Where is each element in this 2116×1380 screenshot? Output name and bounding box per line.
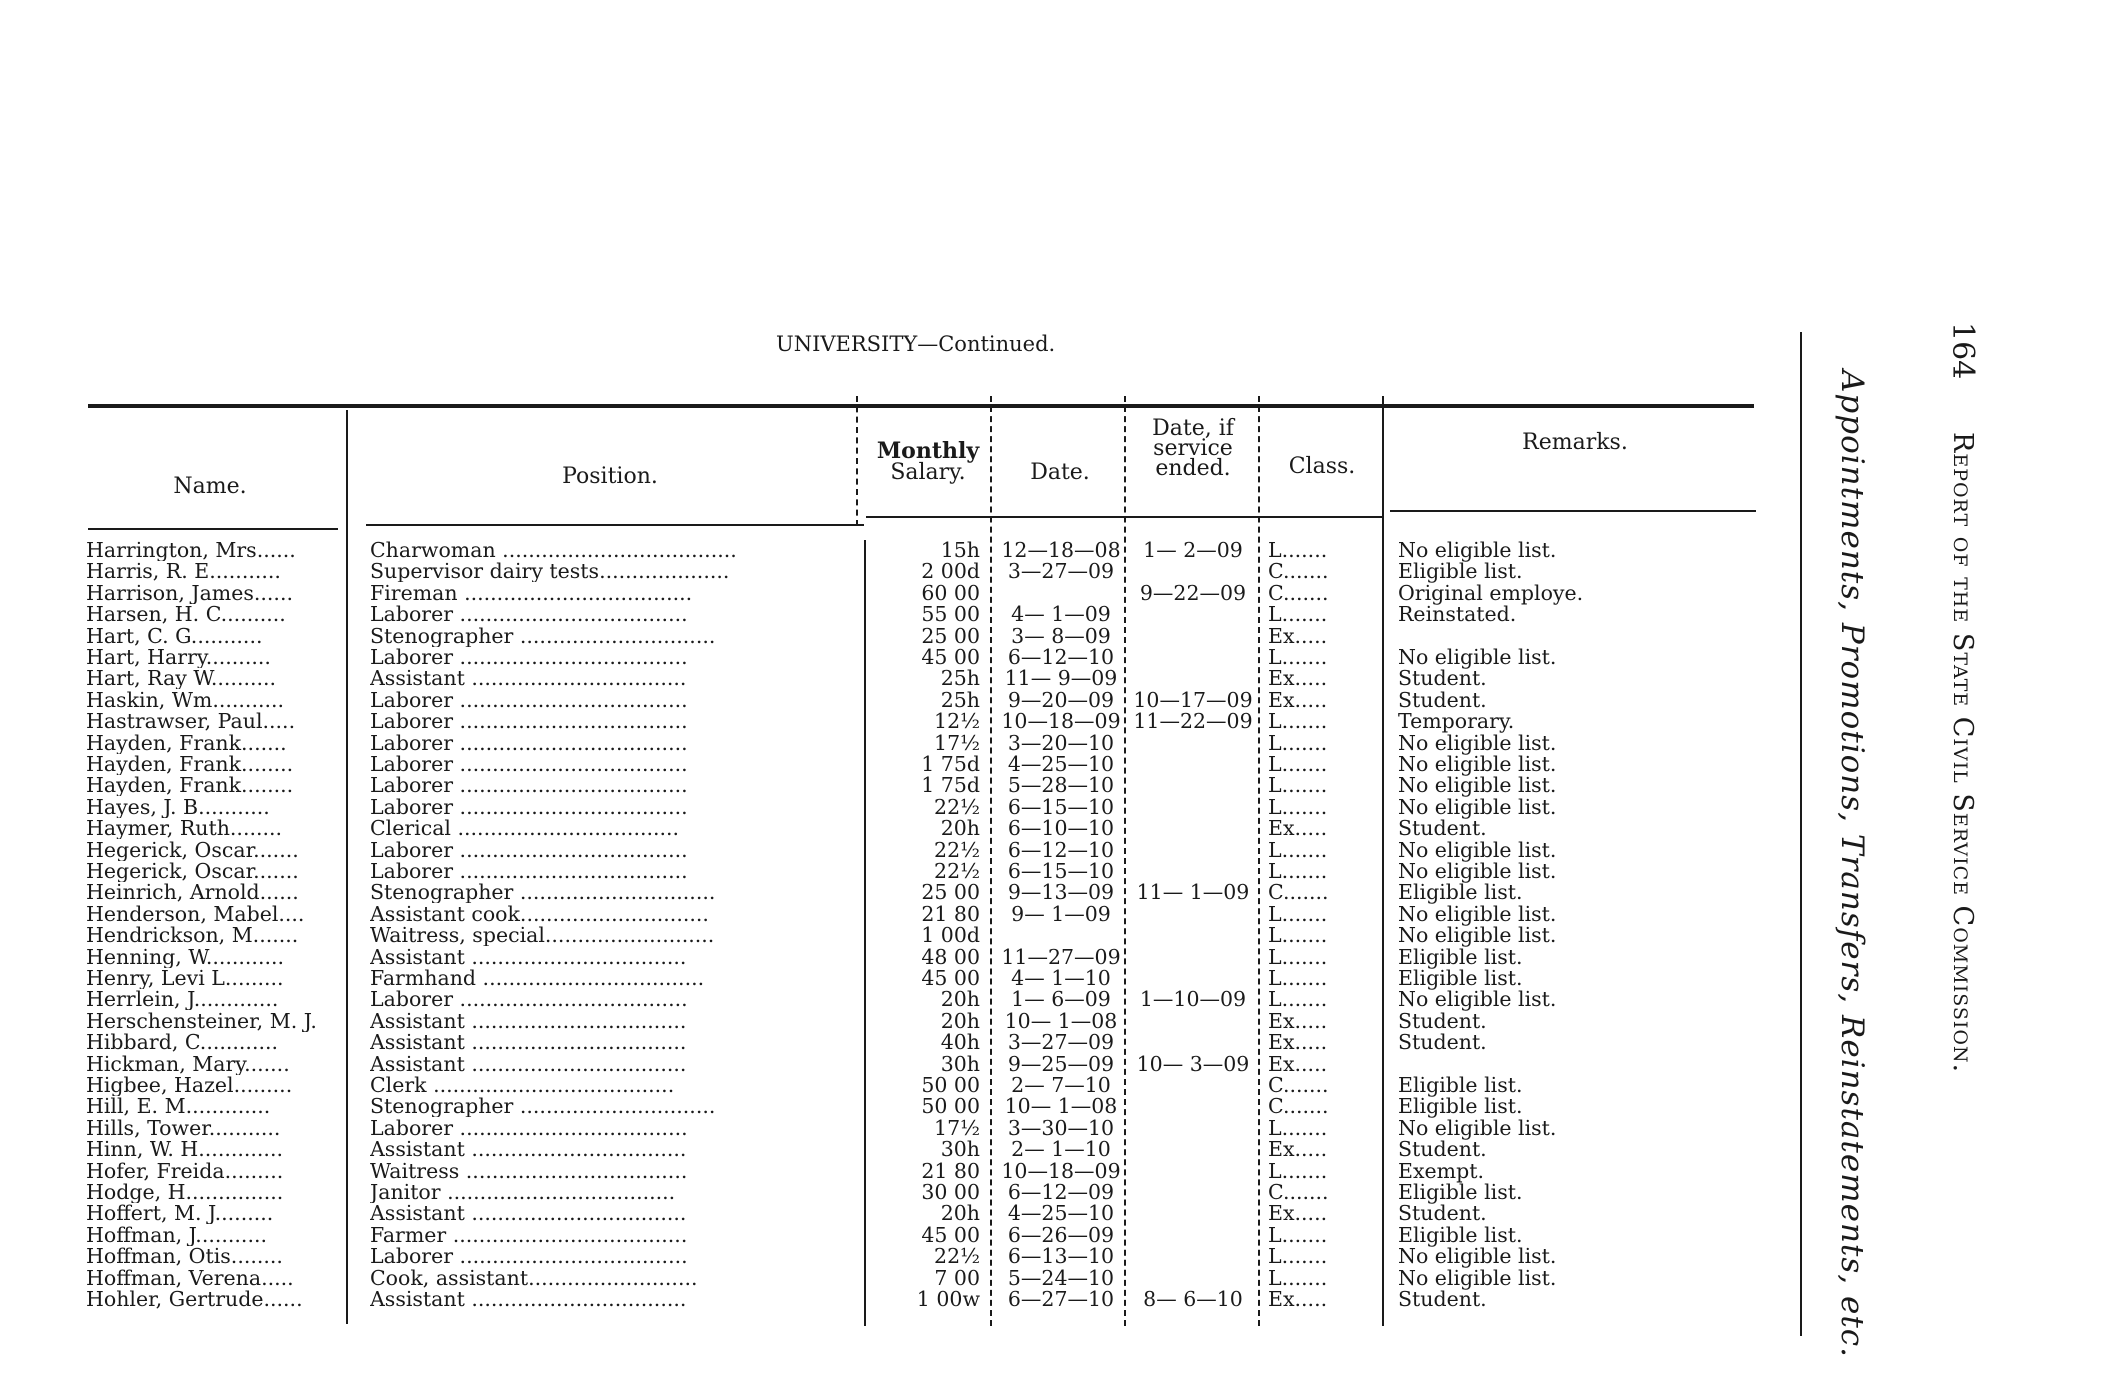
row-remarks: No eligible list. bbox=[1398, 837, 1557, 862]
row-remarks: Student. bbox=[1398, 1008, 1487, 1033]
row-date: 3—20—10 bbox=[1007, 730, 1115, 755]
row-name: Hart, Ray W.......... bbox=[86, 668, 277, 690]
table-row bbox=[0, 687, 2116, 712]
row-date: 3—30—10 bbox=[1007, 1115, 1115, 1140]
row-salary: 48 00 bbox=[921, 944, 980, 969]
row-remarks: No eligible list. bbox=[1398, 645, 1557, 669]
row-class: L....... bbox=[1268, 604, 1328, 626]
row-remarks: No eligible list. bbox=[1398, 730, 1557, 755]
row-salary: 12½ bbox=[934, 709, 980, 734]
row-salary: 15h bbox=[940, 538, 980, 562]
row-remarks: Student. bbox=[1398, 816, 1487, 841]
table-top-rule bbox=[88, 404, 1754, 408]
header-underline-name bbox=[88, 528, 338, 530]
row-salary: 20h bbox=[940, 1201, 980, 1226]
row-date: 5—24—10 bbox=[1007, 1265, 1115, 1290]
row-class: Ex..... bbox=[1268, 1289, 1328, 1310]
row-class: C....... bbox=[1268, 582, 1329, 604]
row-position: Waitress .................................. bbox=[370, 1160, 688, 1182]
table-row bbox=[0, 1139, 2116, 1160]
row-position: Laborer ................................... bbox=[370, 711, 688, 733]
table-row bbox=[0, 775, 2116, 796]
table-row bbox=[0, 1158, 2116, 1183]
row-remarks: Student. bbox=[1398, 1137, 1487, 1162]
table-row bbox=[0, 604, 2116, 625]
row-name: Harris, R. E........... bbox=[86, 561, 281, 583]
row-salary: 1 00w bbox=[916, 1287, 980, 1311]
row-class: L....... bbox=[1268, 946, 1328, 968]
row-ended: 8— 6—10 bbox=[1143, 1287, 1243, 1311]
table-row bbox=[0, 944, 2116, 969]
row-name: Hayden, Frank........ bbox=[86, 775, 294, 797]
row-name: Henry, Levi L......... bbox=[86, 968, 284, 989]
row-position: Assistant ................................. bbox=[370, 1289, 687, 1310]
row-date: 6—27—10 bbox=[1007, 1287, 1115, 1311]
row-class: Ex..... bbox=[1268, 1010, 1328, 1032]
row-class: Ex..... bbox=[1268, 818, 1328, 840]
row-name: Henderson, Mabel.... bbox=[86, 903, 305, 925]
header-ended-2: service bbox=[1153, 436, 1233, 461]
table-row bbox=[0, 1203, 2116, 1224]
row-remarks: Eligible list. bbox=[1398, 1222, 1523, 1247]
row-remarks: Student. bbox=[1398, 687, 1487, 712]
col-sep-position bbox=[856, 396, 858, 526]
row-name: Hayes, J. B........... bbox=[86, 796, 270, 818]
row-name: Herschensteiner, M. J. bbox=[86, 1010, 317, 1032]
table-row bbox=[0, 837, 2116, 862]
row-remarks: No eligible list. bbox=[1398, 1115, 1557, 1140]
row-salary: 1 00d bbox=[921, 923, 980, 948]
row-class: L....... bbox=[1268, 839, 1328, 861]
row-remarks: Eligible list. bbox=[1398, 966, 1523, 990]
table-row bbox=[0, 730, 2116, 755]
header-underline-position bbox=[366, 524, 864, 526]
row-salary: 45 00 bbox=[921, 1222, 980, 1247]
row-class: L....... bbox=[1268, 1224, 1328, 1246]
row-class: L....... bbox=[1268, 711, 1328, 733]
row-class: C....... bbox=[1268, 1096, 1329, 1118]
row-position: Clerk ..................................... bbox=[370, 1075, 675, 1096]
row-name: Harrison, James...... bbox=[86, 582, 293, 604]
row-remarks: Student. bbox=[1398, 666, 1487, 691]
row-name: Hoffman, Verena..... bbox=[86, 1267, 294, 1289]
row-ended: 11— 1—09 bbox=[1136, 880, 1250, 905]
page-number: 164 bbox=[1945, 322, 1980, 380]
row-date: 6—12—10 bbox=[1007, 837, 1115, 862]
header-underline-mid bbox=[866, 516, 1382, 518]
row-position: Charwoman .................................... bbox=[370, 540, 737, 561]
header-underline-remarks bbox=[1390, 510, 1756, 512]
row-remarks: Eligible list. bbox=[1398, 880, 1523, 905]
row-name: Heinrich, Arnold...... bbox=[86, 882, 299, 904]
row-remarks: No eligible list. bbox=[1398, 1244, 1557, 1269]
row-position: Laborer ................................... bbox=[370, 839, 688, 861]
row-salary: 20h bbox=[940, 1008, 980, 1033]
row-name: Hodge, H............... bbox=[86, 1182, 284, 1203]
row-position: Assistant ................................. bbox=[370, 1203, 687, 1225]
header-date: Date. bbox=[1030, 460, 1090, 485]
row-date: 1— 6—09 bbox=[1011, 987, 1111, 1012]
row-position: Laborer ................................... bbox=[370, 689, 688, 711]
header-class: Class. bbox=[1288, 454, 1356, 479]
row-date: 6—13—10 bbox=[1007, 1244, 1115, 1269]
row-salary: 25h bbox=[940, 666, 980, 691]
row-remarks: No eligible list. bbox=[1398, 987, 1557, 1012]
row-class: Ex..... bbox=[1268, 689, 1328, 711]
row-class: Ex..... bbox=[1268, 625, 1328, 647]
row-salary: 22½ bbox=[934, 859, 980, 883]
row-position: Stenographer .............................. bbox=[370, 882, 716, 904]
row-salary: 7 00 bbox=[934, 1265, 980, 1290]
row-name: Haymer, Ruth........ bbox=[86, 818, 283, 840]
row-date: 6—12—09 bbox=[1007, 1180, 1115, 1204]
row-name: Hart, Harry.......... bbox=[86, 647, 271, 668]
row-remarks: No eligible list. bbox=[1398, 1265, 1557, 1290]
row-ended: 9—22—09 bbox=[1139, 580, 1247, 605]
row-date: 10—18—09 bbox=[1001, 1158, 1121, 1183]
table-row bbox=[0, 580, 2116, 605]
row-position: Laborer ................................... bbox=[370, 861, 688, 882]
table-row bbox=[0, 668, 2116, 689]
row-remarks: No eligible list. bbox=[1398, 794, 1557, 819]
row-remarks: Eligible list. bbox=[1398, 1180, 1523, 1204]
row-salary: 40h bbox=[940, 1030, 980, 1055]
header-ended-3: ended. bbox=[1155, 456, 1231, 481]
row-position: Farmer .................................... bbox=[370, 1224, 688, 1246]
section-title: UNIVERSITY—Continued. bbox=[776, 332, 1056, 356]
row-name: Hill, E. M............. bbox=[86, 1096, 271, 1118]
row-salary: 25h bbox=[940, 687, 980, 712]
row-class: L....... bbox=[1268, 1246, 1328, 1268]
row-position: Clerical .................................. bbox=[370, 818, 680, 840]
row-date: 4— 1—10 bbox=[1011, 966, 1111, 990]
row-position: Assistant cook............................. bbox=[370, 903, 709, 925]
row-name: Hills, Tower........... bbox=[86, 1117, 281, 1139]
row-salary: 55 00 bbox=[921, 602, 980, 627]
row-salary: 30h bbox=[940, 1051, 980, 1076]
row-position: Laborer ................................... bbox=[370, 796, 688, 818]
row-salary: 1 75d bbox=[921, 773, 980, 798]
row-position: Supervisor dairy tests.................... bbox=[370, 561, 730, 583]
row-remarks: No eligible list. bbox=[1398, 538, 1557, 562]
row-name: Herrlein, J............. bbox=[86, 989, 279, 1011]
row-position: Laborer ................................... bbox=[370, 732, 688, 754]
row-date: 9— 1—09 bbox=[1011, 901, 1111, 926]
row-position: Laborer ................................... bbox=[370, 1246, 688, 1268]
row-salary: 50 00 bbox=[921, 1094, 980, 1119]
row-name: Harrington, Mrs...... bbox=[86, 540, 296, 561]
row-salary: 22½ bbox=[934, 1244, 980, 1269]
row-date: 10—18—09 bbox=[1001, 709, 1121, 734]
running-head-subtitle: Appointments, Promotions, Transfers, Reinstatements, etc. bbox=[1834, 370, 1870, 1358]
row-remarks: Eligible list. bbox=[1398, 1094, 1523, 1119]
table-row bbox=[0, 925, 2116, 946]
row-position: Assistant ................................. bbox=[370, 1139, 687, 1161]
row-class: C....... bbox=[1268, 882, 1329, 904]
row-name: Hayden, Frank....... bbox=[86, 732, 287, 754]
table-row bbox=[0, 1246, 2116, 1267]
row-name: Hayden, Frank........ bbox=[86, 754, 294, 775]
row-class: C....... bbox=[1268, 1182, 1329, 1203]
row-date: 3— 8—09 bbox=[1011, 623, 1111, 648]
row-salary: 60 00 bbox=[921, 580, 980, 605]
row-position: Assistant ................................. bbox=[370, 668, 687, 690]
row-name: Hibbard, C............ bbox=[86, 1032, 279, 1054]
row-date: 3—27—09 bbox=[1007, 1030, 1115, 1055]
row-position: Janitor ................................... bbox=[370, 1182, 676, 1203]
header-name: Name. bbox=[173, 474, 247, 499]
row-name: Hart, C. G........... bbox=[86, 625, 263, 647]
row-salary: 25 00 bbox=[921, 623, 980, 648]
row-salary: 25 00 bbox=[921, 880, 980, 905]
row-salary: 30h bbox=[940, 1137, 980, 1162]
row-position: Laborer ................................... bbox=[370, 647, 688, 668]
row-date: 6—12—10 bbox=[1007, 645, 1115, 669]
row-remarks: Reinstated. bbox=[1398, 602, 1517, 627]
row-salary: 21 80 bbox=[921, 1158, 980, 1183]
table-row bbox=[0, 561, 2116, 582]
row-ended: 1— 2—09 bbox=[1143, 538, 1243, 562]
row-class: L....... bbox=[1268, 647, 1328, 668]
row-name: Hofer, Freida......... bbox=[86, 1160, 284, 1182]
row-date: 11—27—09 bbox=[1001, 944, 1121, 969]
header-salary-2: Salary. bbox=[890, 460, 966, 485]
row-remarks: Eligible list. bbox=[1398, 559, 1523, 584]
row-date: 10— 1—08 bbox=[1004, 1008, 1118, 1033]
row-date: 12—18—08 bbox=[1001, 538, 1121, 562]
row-date: 9—25—09 bbox=[1007, 1051, 1115, 1076]
row-class: L....... bbox=[1268, 925, 1328, 947]
row-remarks: No eligible list. bbox=[1398, 859, 1557, 883]
row-date: 4—25—10 bbox=[1007, 752, 1115, 776]
row-date: 6—26—09 bbox=[1007, 1222, 1115, 1247]
row-date: 2— 7—10 bbox=[1011, 1073, 1111, 1097]
row-date: 10— 1—08 bbox=[1004, 1094, 1118, 1119]
row-date: 3—27—09 bbox=[1007, 559, 1115, 584]
running-head-rule bbox=[1800, 332, 1802, 1336]
row-class: C....... bbox=[1268, 1075, 1329, 1096]
row-salary: 17½ bbox=[934, 1115, 980, 1140]
row-remarks: Student. bbox=[1398, 1030, 1487, 1055]
table-row bbox=[0, 623, 2116, 648]
row-class: L....... bbox=[1268, 540, 1328, 561]
row-class: L....... bbox=[1268, 968, 1328, 989]
row-position: Stenographer .............................. bbox=[370, 1096, 716, 1118]
row-class: L....... bbox=[1268, 1117, 1328, 1139]
row-name: Hastrawser, Paul..... bbox=[86, 711, 296, 733]
row-position: Assistant ................................. bbox=[370, 946, 687, 968]
row-salary: 2 00d bbox=[921, 559, 980, 584]
row-position: Waitress, special.......................... bbox=[370, 925, 715, 947]
row-ended: 11—22—09 bbox=[1133, 709, 1253, 734]
row-name: Higbee, Hazel......... bbox=[86, 1075, 293, 1096]
table-row bbox=[0, 1265, 2116, 1290]
row-date: 9—13—09 bbox=[1007, 880, 1115, 905]
row-remarks: Student. bbox=[1398, 1287, 1487, 1311]
row-remarks: Student. bbox=[1398, 1201, 1487, 1226]
row-name: Hoffman, J........... bbox=[86, 1224, 267, 1246]
row-name: Hoffert, M. J......... bbox=[86, 1203, 274, 1225]
row-salary: 50 00 bbox=[921, 1073, 980, 1097]
row-remarks: Original employe. bbox=[1398, 580, 1584, 605]
row-class: Ex..... bbox=[1268, 1203, 1328, 1225]
row-position: Assistant ................................. bbox=[370, 1032, 687, 1054]
table-row bbox=[0, 1075, 2116, 1096]
table-row bbox=[0, 1051, 2116, 1076]
row-remarks: Exempt. bbox=[1398, 1158, 1484, 1183]
row-class: L....... bbox=[1268, 903, 1328, 925]
table-row bbox=[0, 647, 2116, 668]
row-class: Ex..... bbox=[1268, 1139, 1328, 1161]
row-class: L....... bbox=[1268, 1160, 1328, 1182]
row-class: C....... bbox=[1268, 561, 1329, 583]
row-position: Laborer ................................... bbox=[370, 754, 688, 775]
row-name: Hendrickson, M....... bbox=[86, 925, 299, 947]
table-row bbox=[0, 818, 2116, 839]
row-date: 6—10—10 bbox=[1007, 816, 1115, 841]
table-row bbox=[0, 861, 2116, 882]
header-position: Position. bbox=[562, 464, 658, 489]
row-name: Hegerick, Oscar....... bbox=[86, 839, 299, 861]
row-salary: 45 00 bbox=[921, 645, 980, 669]
row-name: Hinn, W. H............. bbox=[86, 1139, 283, 1161]
row-salary: 20h bbox=[940, 816, 980, 841]
header-remarks: Remarks. bbox=[1522, 430, 1628, 455]
table-row bbox=[0, 754, 2116, 775]
row-position: Laborer ................................... bbox=[370, 989, 688, 1011]
row-salary: 45 00 bbox=[921, 966, 980, 990]
table-row bbox=[0, 901, 2116, 926]
row-name: Haskin, Wm........... bbox=[86, 689, 285, 711]
table-row bbox=[0, 968, 2116, 989]
table-row bbox=[0, 1182, 2116, 1203]
table-row bbox=[0, 882, 2116, 903]
row-ended: 10— 3—09 bbox=[1136, 1051, 1250, 1076]
row-name: Hoffman, Otis........ bbox=[86, 1246, 283, 1268]
row-class: Ex..... bbox=[1268, 1053, 1328, 1075]
row-date: 4—25—10 bbox=[1007, 1201, 1115, 1226]
row-position: Assistant ................................. bbox=[370, 1010, 687, 1032]
row-remarks: Eligible list. bbox=[1398, 944, 1523, 969]
row-date: 6—15—10 bbox=[1007, 859, 1115, 883]
row-ended: 1—10—09 bbox=[1139, 987, 1247, 1012]
row-class: L....... bbox=[1268, 861, 1328, 882]
row-class: L....... bbox=[1268, 775, 1328, 797]
header-ended-1: Date, if bbox=[1152, 416, 1234, 441]
running-head-title: Report of the State Civil Service Commission. bbox=[1947, 432, 1978, 1074]
row-class: Ex..... bbox=[1268, 668, 1328, 690]
row-class: L....... bbox=[1268, 1267, 1328, 1289]
row-salary: 22½ bbox=[934, 794, 980, 819]
row-class: L....... bbox=[1268, 989, 1328, 1011]
table-row bbox=[0, 540, 2116, 561]
row-class: L....... bbox=[1268, 732, 1328, 754]
row-name: Hohler, Gertrude...... bbox=[86, 1289, 303, 1310]
row-position: Laborer ................................... bbox=[370, 1117, 688, 1139]
header-salary-1: Monthly bbox=[876, 438, 980, 464]
table-row bbox=[0, 989, 2116, 1010]
row-name: Harsen, H. C.......... bbox=[86, 604, 286, 626]
row-position: Laborer ................................... bbox=[370, 604, 688, 626]
row-date: 2— 1—10 bbox=[1011, 1137, 1111, 1162]
row-remarks: No eligible list. bbox=[1398, 901, 1557, 926]
row-class: Ex..... bbox=[1268, 1032, 1328, 1054]
table-row bbox=[0, 794, 2116, 819]
row-class: L....... bbox=[1268, 754, 1328, 775]
row-date: 6—15—10 bbox=[1007, 794, 1115, 819]
row-position: Cook, assistant.......................... bbox=[370, 1267, 698, 1289]
row-remarks: No eligible list. bbox=[1398, 773, 1557, 798]
row-salary: 1 75d bbox=[921, 752, 980, 776]
row-date: 9—20—09 bbox=[1007, 687, 1115, 712]
table-row bbox=[0, 1222, 2116, 1247]
table-row bbox=[0, 1008, 2116, 1033]
row-position: Fireman ................................... bbox=[370, 582, 693, 604]
row-remarks: Eligible list. bbox=[1398, 1073, 1523, 1097]
row-date: 11— 9—09 bbox=[1004, 666, 1118, 691]
row-remarks: Temporary. bbox=[1398, 709, 1515, 734]
row-salary: 30 00 bbox=[921, 1180, 980, 1204]
row-remarks: No eligible list. bbox=[1398, 752, 1557, 776]
row-position: Farmhand .................................. bbox=[370, 968, 705, 989]
table-row bbox=[0, 1032, 2116, 1053]
row-position: Assistant ................................. bbox=[370, 1053, 687, 1075]
row-name: Hegerick, Oscar....... bbox=[86, 861, 299, 882]
row-position: Laborer ................................... bbox=[370, 775, 688, 797]
row-ended: 10—17—09 bbox=[1133, 687, 1253, 712]
row-salary: 21 80 bbox=[921, 901, 980, 926]
row-position: Stenographer .............................. bbox=[370, 625, 716, 647]
row-date: 5—28—10 bbox=[1007, 773, 1115, 798]
table-row bbox=[0, 1115, 2116, 1140]
table-row bbox=[0, 1289, 2116, 1310]
row-salary: 22½ bbox=[934, 837, 980, 862]
row-remarks: No eligible list. bbox=[1398, 923, 1557, 948]
row-name: Henning, W............ bbox=[86, 946, 285, 968]
row-date: 4— 1—09 bbox=[1011, 602, 1111, 627]
row-salary: 17½ bbox=[934, 730, 980, 755]
table-row bbox=[0, 711, 2116, 732]
row-name: Hickman, Mary....... bbox=[86, 1053, 290, 1075]
row-salary: 20h bbox=[940, 987, 980, 1012]
row-class: L....... bbox=[1268, 796, 1328, 818]
table-row bbox=[0, 1096, 2116, 1117]
